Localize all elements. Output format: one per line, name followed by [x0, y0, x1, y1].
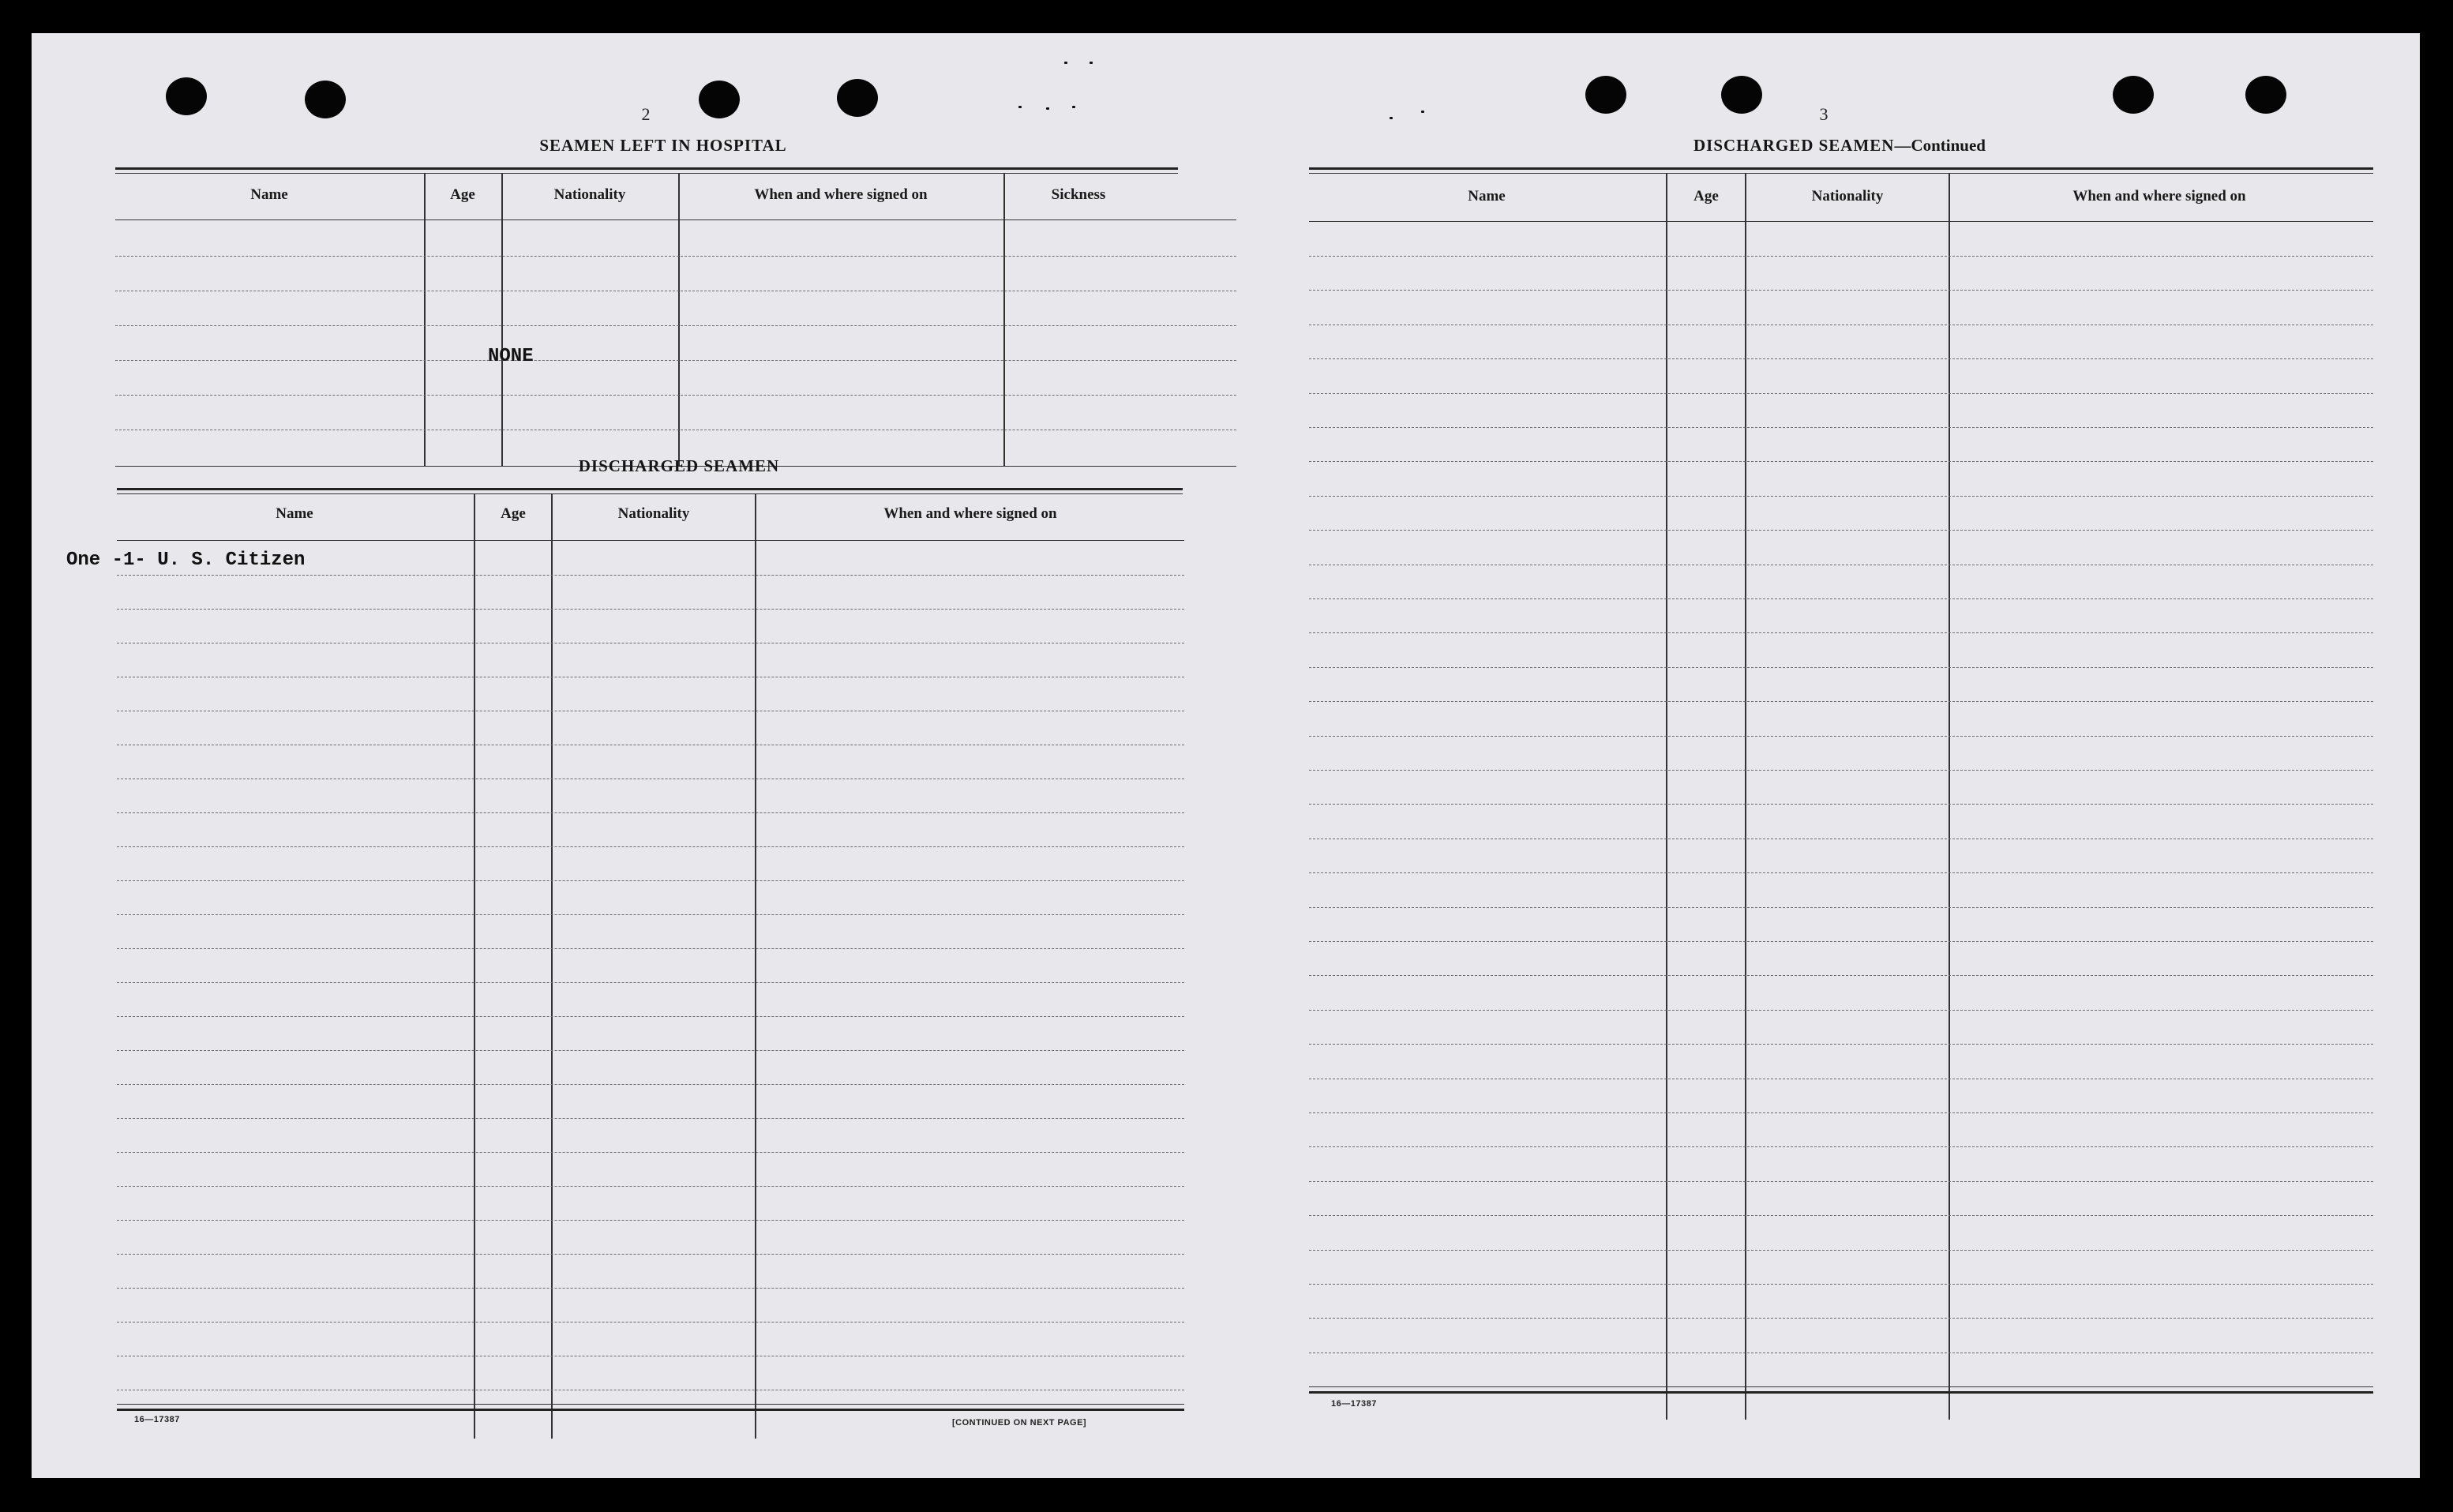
hospital-col-sickness: Sickness [1051, 186, 1106, 203]
punch-hole [1721, 76, 1762, 114]
punch-hole [2113, 76, 2154, 114]
discharged-divider [755, 494, 756, 1439]
discharged-col-age: Age [501, 505, 526, 522]
row-line [117, 1152, 1184, 1153]
row-line [117, 1016, 1184, 1017]
discharged-continued-title-main: DISCHARGED SEAMEN [1693, 136, 1895, 155]
right-top-rule [1309, 167, 2373, 170]
row-line [1309, 358, 2373, 359]
row-line [1309, 975, 2373, 976]
row-line [1309, 736, 2373, 737]
hospital-row-line [115, 360, 1236, 361]
row-line [1309, 496, 2373, 497]
row-line [1309, 632, 2373, 633]
row-line [1309, 701, 2373, 702]
right-col-nationality: Nationality [1811, 188, 1884, 204]
hospital-divider [501, 174, 503, 466]
discharged-typed-entry: One -1- U. S. Citizen [66, 550, 306, 571]
right-bottom-rule [1309, 1386, 2373, 1387]
row-line [1309, 393, 2373, 394]
row-line [117, 1254, 1184, 1255]
row-line [117, 1050, 1184, 1051]
punch-hole [1585, 76, 1626, 114]
row-line [117, 812, 1184, 813]
row-line [1309, 804, 2373, 805]
right-divider [1949, 174, 1950, 1420]
speck [1046, 107, 1049, 110]
hospital-col-name: Name [250, 186, 288, 203]
hospital-divider [424, 174, 426, 466]
discharged-col-signed-on: When and where signed on [883, 505, 1057, 522]
hospital-col-nationality: Nationality [553, 186, 626, 203]
row-line [117, 1118, 1184, 1119]
punch-hole [305, 81, 346, 118]
right-col-signed-on: When and where signed on [2072, 188, 2246, 204]
punch-hole [837, 79, 878, 117]
hospital-header-rule [115, 219, 1236, 220]
right-col-name: Name [1468, 188, 1506, 204]
discharged-section-title: DISCHARGED SEAMEN [578, 456, 780, 475]
row-line [117, 1220, 1184, 1221]
row-line [1309, 1284, 2373, 1285]
page-number-left: 2 [641, 104, 651, 124]
row-line [1309, 770, 2373, 771]
row-line [1309, 872, 2373, 873]
row-line [1309, 667, 2373, 668]
row-line [1309, 1250, 2373, 1251]
row-line [1309, 427, 2373, 428]
ledger-sheet [32, 33, 2420, 1478]
row-line [117, 609, 1184, 610]
speck [1072, 106, 1075, 108]
row-line [1309, 598, 2373, 599]
row-line [117, 1288, 1184, 1289]
hospital-top-rule [115, 167, 1178, 170]
row-line [1309, 1181, 2373, 1182]
row-line [1309, 1112, 2373, 1113]
speck [1018, 106, 1022, 108]
row-line [117, 982, 1184, 983]
hospital-col-signed-on: When and where signed on [754, 186, 928, 203]
row-line [1309, 290, 2373, 291]
discharged-divider [474, 494, 475, 1439]
row-line [1309, 461, 2373, 462]
hospital-row-line [115, 395, 1236, 396]
row-line [1309, 1215, 2373, 1216]
punch-hole [2245, 76, 2286, 114]
discharged-bottom-rule [117, 1404, 1184, 1405]
row-line [117, 948, 1184, 949]
row-line [117, 1322, 1184, 1323]
row-line [1309, 941, 2373, 942]
right-divider [1745, 174, 1746, 1420]
form-number-right: 16—17387 [1331, 1399, 1377, 1409]
discharged-top-rule-2 [117, 493, 1183, 494]
row-line [117, 846, 1184, 847]
page-number-right: 3 [1819, 104, 1828, 124]
right-header-rule [1309, 221, 2373, 222]
row-line [1309, 1318, 2373, 1319]
row-line [117, 575, 1184, 576]
continued-note: [CONTINUED ON NEXT PAGE] [952, 1418, 1087, 1428]
discharged-top-rule [117, 488, 1183, 490]
punch-hole [699, 81, 740, 118]
discharged-divider [551, 494, 553, 1439]
speck [1090, 62, 1093, 64]
speck [1064, 62, 1067, 64]
hospital-divider [678, 174, 680, 466]
right-top-rule-2 [1309, 173, 2373, 174]
right-bottom-rule-2 [1309, 1391, 2373, 1394]
hospital-row-line [115, 325, 1236, 326]
row-line [1309, 1044, 2373, 1045]
discharged-col-nationality: Nationality [617, 505, 690, 522]
right-divider [1666, 174, 1667, 1420]
speck [1421, 111, 1424, 113]
discharged-col-name: Name [276, 505, 313, 522]
hospital-section-title: SEAMEN LEFT IN HOSPITAL [539, 136, 787, 155]
punch-hole [166, 77, 207, 115]
row-line [1309, 907, 2373, 908]
row-line [117, 914, 1184, 915]
discharged-continued-suffix: —Continued [1894, 136, 1986, 155]
speck [1390, 117, 1393, 119]
row-line [117, 1084, 1184, 1085]
right-col-age: Age [1693, 188, 1719, 204]
hospital-divider [1003, 174, 1005, 466]
discharged-bottom-rule-2 [117, 1409, 1184, 1411]
row-line [1309, 1146, 2373, 1147]
form-number-left: 16—17387 [134, 1415, 180, 1424]
hospital-top-rule-2 [115, 173, 1178, 174]
hospital-row-line [115, 256, 1236, 257]
row-line [1309, 256, 2373, 257]
discharged-continued-title [1595, 136, 2084, 156]
row-line [117, 880, 1184, 881]
discharged-header-rule [117, 540, 1184, 541]
row-line [1309, 530, 2373, 531]
hospital-col-age: Age [450, 186, 475, 203]
hospital-typed-entry: NONE [488, 346, 534, 367]
row-line [1309, 1010, 2373, 1011]
row-line [117, 1186, 1184, 1187]
